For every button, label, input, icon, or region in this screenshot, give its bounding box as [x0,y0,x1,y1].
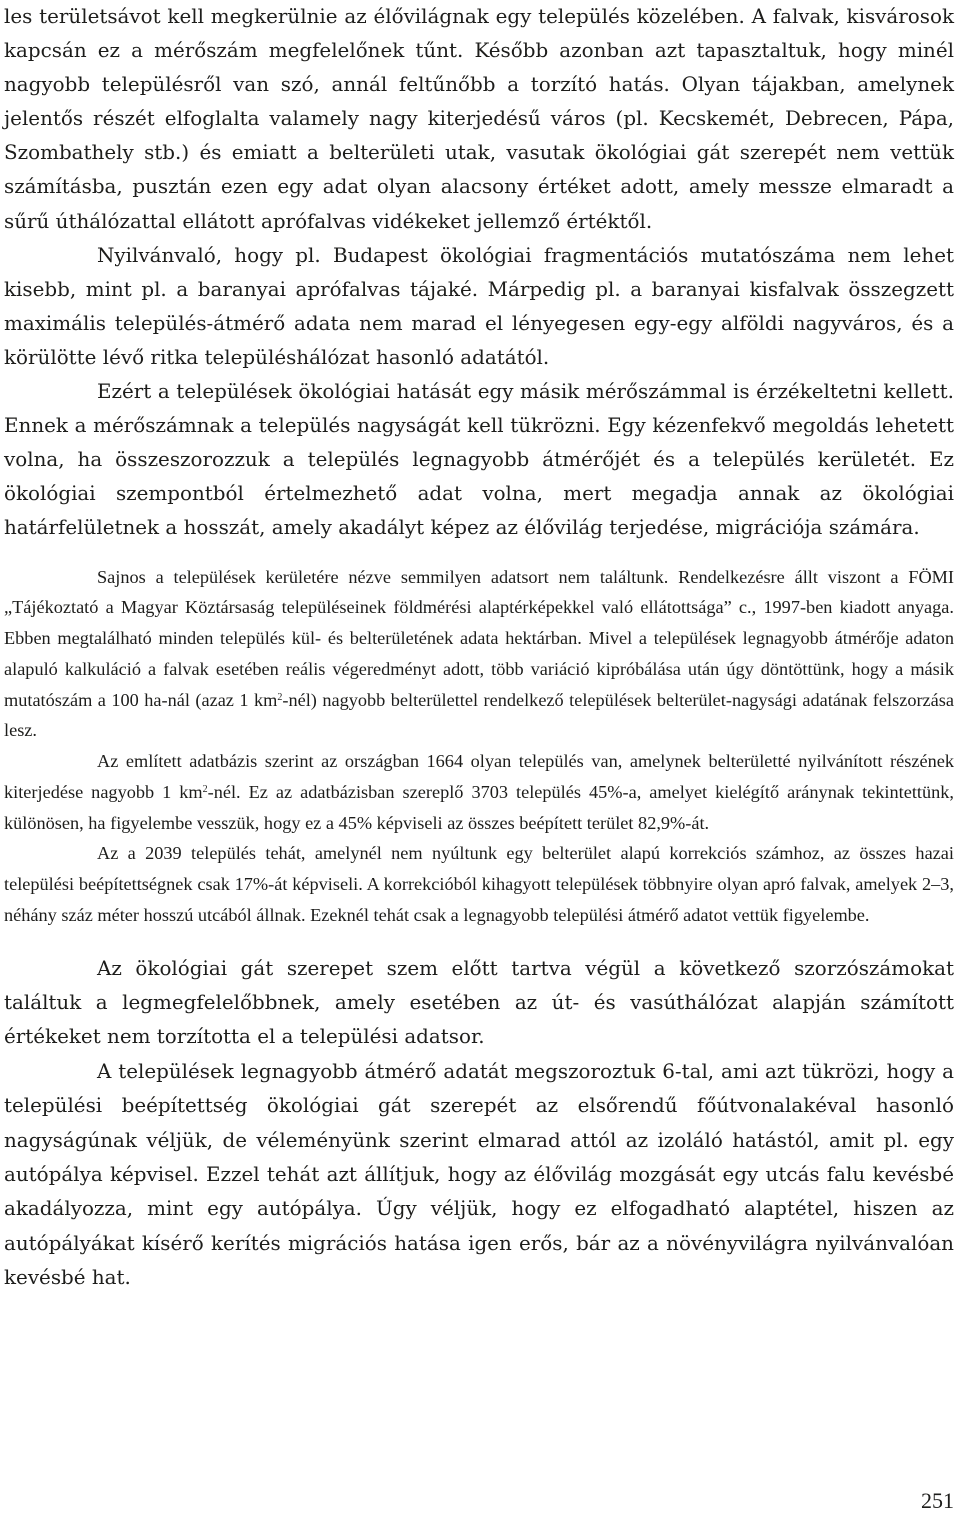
text-run: -nél. Ez az adatbázisban szereplő 3703 település 45%-a, amelyet kielégítő aránynak tekintettünk, különösen, ha figyelembe vesszük, hogy ez a 45% képviseli az összes beépített terület 82,9%-át. [4,781,954,833]
text-run: Sajnos a települések kerületére nézve semmilyen adatsort nem találtunk. Rendelkezésre állt viszont a FÖMI „Tájékoztató a Magyar Köztársaság településeinek földmérési alaptérképekkel való ellátottsága” c., 1997-ben kiadott anyaga. Ebben megtalálható minden település kül- és belterületének adata hektárban. Mivel a települések legnagyobb átmérője adaton alapuló kalkuláció a falvak esetében reális végeredményt adott, több variáció kipróbálása után úgy döntöttünk, hogy a másik mutatószám a 100 ha-nál (azaz 1 km [4,566,954,710]
superscript: 2 [202,783,208,795]
small-print-section [4,562,954,931]
paragraph-budapest: Nyilvánvaló, hogy pl. Budapest ökológiai fragmentációs mutatószáma nem lehet kisebb, mint pl. a baranyai aprófalvas tájaké. Márpedig pl. a baranyai kisfalvak összegzett maximális település-átmérő adata nem marad el lényegesen egy-egy alföldi nagyváros, és a körülötte lévő ritka településhálózat hasonló adatától. [4,243,954,369]
main-text-section [4,0,954,546]
small-paragraph-fomi [4,562,954,747]
small-paragraph-2039: Az a 2039 település tehát, amelynél nem nyúltunk egy belterület alapú korrekciós számhoz, az összes hazai települési beépítettségnek csak 17%-át képviseli. A korrekcióból kihagyott települések többnyire olyan apró falvak, amelyek 2–3, néhány száz méter hosszú utcából állnak. Ezeknél tehát csak a legnagyobb települési átmérő adatot vettük figyelembe. [4,843,954,925]
text-run: Az említett adatbázis szerint az országban 1664 olyan település van, amelynek belterületté nyilvánított részének kiterjedése nagyobb 1 km [4,751,954,802]
paragraph-diameter: A települések legnagyobb átmérő adatát megszoroztuk 6-tal, ami azt tükrözi, hogy a települési beépítettség ökológiai gát szerepét az elsőrendű főútvonalakéval hasonló nagyságúnak véljük, de véleményünk szerint elmarad attól az izoláló hatástól, amit pl. egy autópálya képvisel. Ezzel tehát azt állítjuk, hogy az élővilág mozgását egy utcás falu kevésbé akadályozza, mint egy autópálya. Úgy véljük, hogy ez elfogadható alaptétel, hiszen az autópályákat kísérő kerítés migrációs hatása igen erős, bár az a növényvilágra nyilvánvalóan kevésbé hat. [4,1059,954,1290]
page-number: 251 [921,1488,954,1513]
text-run: -nél) nagyobb belterülettel rendelkező települések belterület-nagysági adatának felszorzása lesz. [4,689,955,741]
superscript: 2 [277,691,283,703]
paragraph-multipliers: Az ökológiai gát szerepet szem előtt tartva végül a következő szorzószámokat találtuk a legmegfelelőbbnek, amely esetében az út- és vasúthálózat alapján számított értékeket nem torzította el a települési adatsor. [4,956,954,1049]
book-page [4,0,954,1296]
paragraph-continued: les területsávot kell megkerülnie az élővilágnak egy település közelében. A falvak, kisvárosok kapcsán ez a mérőszám megfelelőnek tűnt. Később azonban azt tapasztaltuk, hogy minél nagyobb településről van szó, annál feltűnőbb a torzító hatás. Olyan tájakban, amelynek jelentős részét elfoglalta valamely nagy kiterjedésű város (pl. Kecskemét, Debrecen, Pápa, Szombathely stb.) és emiatt a belterületi utak, vasutak ökológiai gát szerepét nem vettük számításba, pusztán ezen egy adat olyan alacsony értéket adott, amely messze elmaradt a sűrű úthálózattal ellátott aprófalvas vidékeket jellemző értéktől. [4,5,954,233]
conclusion-section [4,952,954,1296]
small-paragraph-database [4,746,954,838]
paragraph-measure: Ezért a települések ökológiai hatását egy másik mérőszámmal is érzékeltetni kellett. Ennek a mérőszámnak a település nagyságát kell tükrözni. Egy kézenfekvő megoldás lehetett volna, ha összeszorozzuk a település legnagyobb átmérőjét és a település kerületét. Ez ökológiai szempontból értelmezhető adat volna, mert megadja annak az ökológiai határfelületnek a hosszát, amely akadályt képez az élővilág terjedése, migrációja számára. [4,380,954,540]
